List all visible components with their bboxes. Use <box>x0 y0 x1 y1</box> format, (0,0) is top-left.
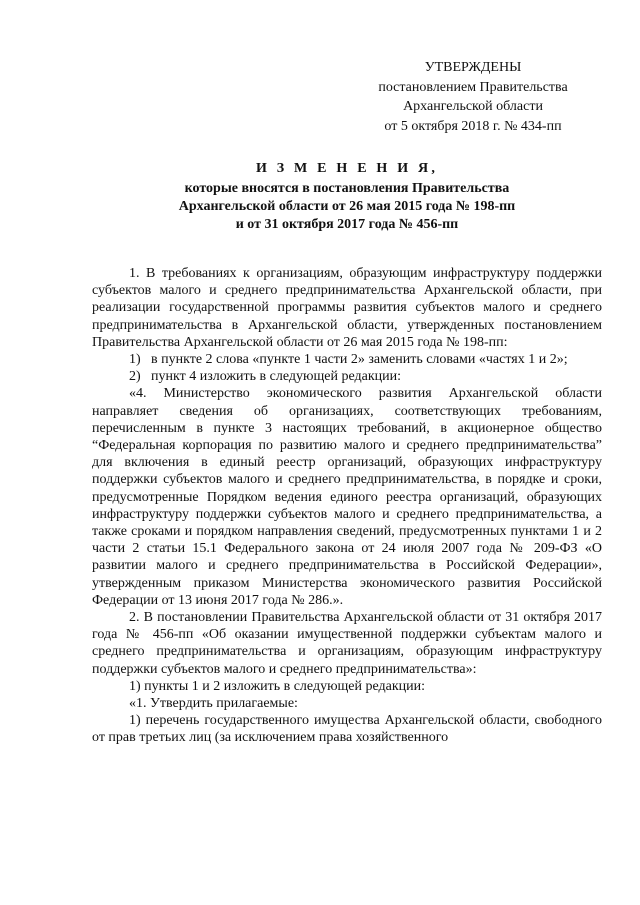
heading-subtitle-line2: Архангельской области от 26 мая 2015 года № 198-пп <box>178 199 516 214</box>
paragraph-1-item-1 <box>92 351 602 368</box>
paragraph-2: 2. В постановлении Правительства Архангельской области от 31 октября 2017 года № 456-пп «Об оказании имущественной поддержки субъектам малого и среднего предпринимательства и организациям, образующим инфраструктуру поддержки субъектов малого и среднего предпринимательства»: <box>92 610 602 677</box>
paragraph-1-quote: «4. Министерство экономического развития Архангельской области направляет сведения об организациях, соответствующих требованиям, перечисленным в пункте 3 настоящих требований, в акционерное общество “Федеральная корпорация по развитию малого и среднего предпринимательства” для включения в единый реестр организаций, образующих инфраструктуру поддержки субъектов малого и среднего предпринимательства, в порядке и сроки, предусмотренные Порядком ведения единого реестра организаций, образующих инфраструктуру поддержки субъектов малого и среднего предпринимательства, а также сроками и порядком направления сведений, предусмотренных пунктами 1 и 2 части 2 статьи 15.1 Федерального закона от 24 июля 2007 года № 209-ФЗ «О развитии малого и среднего предпринимательства в Российской Федерации», утвержденным приказом Министерства экономического развития Российской Федерации от 13 июня 2017 года № 286.». <box>92 386 602 608</box>
heading-subtitle-line3: и от 31 октября 2017 года № 456-пп <box>235 217 459 232</box>
paragraph-1: 1. В требованиях к организациям, образующим инфраструктуру поддержки субъектов малого и среднего предпринимательства Архангельской области, при реализации государственной программы развития субъектов малого и среднего предпринимательства в Архангельской области, утвержденных постановлением Правительства Архангельской области от 26 мая 2015 года № 198-пп: <box>92 266 602 350</box>
approval-block <box>352 58 594 136</box>
document-heading <box>92 160 602 234</box>
item-text: в пункте 2 слова «пункте 1 части 2» заменить словами «частях 1 и 2»; <box>151 352 568 368</box>
approval-line-approved: УТВЕРЖДЕНЫ <box>424 60 522 75</box>
paragraph-2-quote-1: «1. Утвердить прилагаемые: <box>129 696 298 712</box>
approval-line-resolution: постановлением Правительства <box>378 79 568 95</box>
item-number: 2) <box>129 369 141 385</box>
paragraph-2-quote-2: 1) перечень государственного имущества Архангельской области, свободного от прав третьих лиц (за исключением права хозяйственного <box>92 713 602 746</box>
heading-subtitle-line1: которые вносятся в постановления Правительства <box>184 181 510 196</box>
item-number: 1) <box>129 352 141 368</box>
approval-line-date: от 5 октября 2018 г. № 434-пп <box>384 118 562 134</box>
item-text: пункт 4 изложить в следующей редакции: <box>151 369 401 385</box>
paragraph-1-item-2 <box>92 368 602 385</box>
document-body <box>92 265 602 747</box>
paragraph-2-item-1: 1) пункты 1 и 2 изложить в следующей редакции: <box>129 678 426 694</box>
heading-title: И З М Е Н Е Н И Я, <box>255 161 439 176</box>
approval-line-region: Архангельской области <box>403 99 543 114</box>
